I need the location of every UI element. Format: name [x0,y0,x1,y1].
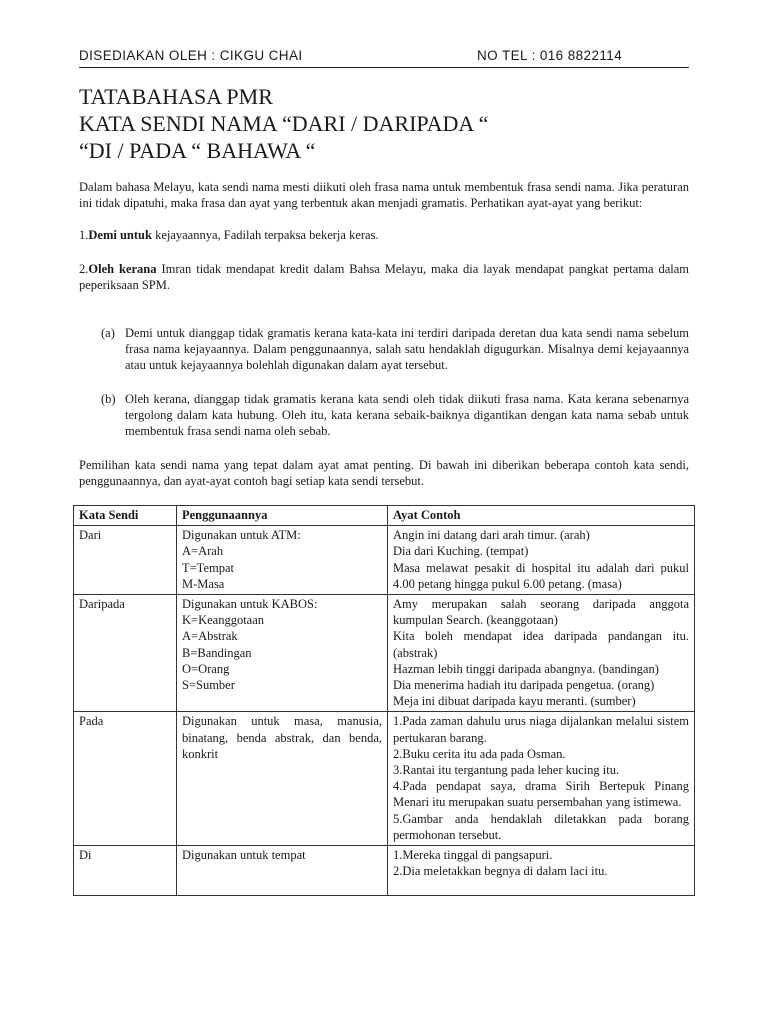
contoh-line: Meja ini dibuat daripada kayu meranti. (sumber) [393,694,636,709]
contoh-line: Kita boleh mendapat idea daripada pandangan itu. (abstrak) [393,629,689,660]
cell-kata: Daripada [74,595,177,712]
example-1 [79,227,689,243]
guna-line: S=Sumber [182,678,235,693]
intro-paragraph: Dalam bahasa Melayu, kata sendi nama mesti diikuti oleh frasa nama untuk membentuk frasa sendi nama. Jika peraturan ini tidak dipatuhi, maka frasa dan ayat yang terbentuk akan menjadi gramatis. Perhatikan ayat-ayat yang berikut: [79,180,689,210]
cell-guna [177,712,388,846]
header-penggunaannya: Penggunaannya [177,506,388,526]
cell-kata: Dari [74,526,177,595]
author-label: DISEDIAKAN OLEH : CIKGU CHAI [79,48,303,63]
guna-line: A=Arah [182,544,224,559]
contoh-line: 4.Pada pendapat saya, drama Sirih Bertepuk Pinang Menari itu merupakan suatu persembahan yang istimewa. [393,779,689,810]
header-kata-sendi: Kata Sendi [74,506,177,526]
cell-guna [177,846,388,896]
contoh-line: Hazman lebih tinggi daripada abangnya. (bandingan) [393,661,659,676]
contoh-line: Masa melawat pesakit di hospital itu adalah dari pukul 4.00 petang hingga pukul 6.00 petang. (masa) [393,560,689,591]
guna-line: M-Masa [182,576,225,591]
guna-line: A=Abstrak [182,629,238,644]
guna-line: O=Orang [182,661,230,676]
table-row-daripada [74,595,695,712]
example-2-rest: Imran tidak mendapat kredit dalam Bahsa Melayu, maka dia layak mendapat pangkat pertama dalam peperiksaan SPM. [79,262,689,292]
note-a-text: Demi untuk dianggap tidak gramatis kerana kata-kata ini terdiri daripada deretan dua kata sendi nama sebelum frasa nama kejayaannya. Dalam penggunaannya, salah satu hendaklah digugurkan. Misalnya demi kejayaannya atau untuk kejayaannya bolehlah digunakan dalam ayat tersebut. [125,326,689,372]
title-line-3: “DI / PADA “ BAHAWA “ [79,138,316,163]
table-row-dari [74,526,695,595]
guna-line: Digunakan untuk tempat [182,848,306,863]
table-row-di [74,846,695,896]
page-header [79,45,689,68]
guna-line: K=Keanggotaan [182,613,265,628]
example-1-number: 1. [79,228,89,242]
phone-label: NO TEL : 016 8822114 [477,48,623,63]
example-2-bold: Oleh kerana [88,262,157,276]
pemilihan-paragraph: Pemilihan kata sendi nama yang tepat dalam ayat amat penting. Di bawah ini diberikan beberapa contoh kata sendi, penggunaannya, dan ayat-ayat contoh bagi setiap kata sendi tersebut. [79,458,689,488]
document-title [79,83,488,164]
title-line-2: KATA SENDI NAMA “DARI / DARIPADA “ [79,111,489,136]
cell-kata: Di [74,846,177,896]
guna-line: Digunakan untuk masa, manusia, binatang, benda abstrak, dan benda, konkrit [182,714,382,761]
contoh-line: Amy merupakan salah seorang daripada anggota kumpulan Search. (keanggotaan) [393,597,689,628]
title-line-1: TATABAHASA PMR [79,84,273,109]
contoh-line: 1.Pada zaman dahulu urus niaga dijalankan melalui sistem pertukaran barang. [393,714,689,745]
header-ayat-contoh: Ayat Contoh [388,506,695,526]
table-row-pada [74,712,695,846]
table-header-row [74,506,695,526]
contoh-line: 1.Mereka tinggal di pangsapuri. [393,848,553,863]
guna-line: Digunakan untuk KABOS: [182,597,318,612]
contoh-line: 3.Rantai itu tergantung pada leher kucing itu. [393,763,620,778]
cell-kata: Pada [74,712,177,846]
cell-contoh [388,712,695,846]
contoh-line: 2.Buku cerita itu ada pada Osman. [393,746,566,761]
contoh-line: Dia dari Kuching. (tempat) [393,544,529,559]
contoh-line: 2.Dia meletakkan begnya di dalam laci itu. [393,864,608,879]
cell-guna [177,526,388,595]
example-2-number: 2. [79,262,89,276]
example-1-bold: Demi untuk [88,228,152,242]
note-b-marker: (b) [101,392,116,406]
contoh-line: 5.Gambar anda hendaklah diletakkan pada borang permohonan tersebut. [393,811,689,842]
cell-contoh [388,595,695,712]
note-a-marker: (a) [101,326,115,340]
kata-sendi-table [73,505,695,896]
cell-guna [177,595,388,712]
example-2 [79,261,689,293]
note-b-text: Oleh kerana, dianggap tidak gramatis kerana kata sendi oleh tidak diikuti frasa nama. Kata kerana sebenarnya tergolong dalam kata hubung. Oleh itu, kata kerana sebaik-baiknya digantikan dengan kata nama sebab untuk membentuk frasa sendi nama oleh sebab. [125,392,689,438]
cell-contoh [388,526,695,595]
guna-line: B=Bandingan [182,645,252,660]
cell-contoh [388,846,695,896]
contoh-line: Dia menerima hadiah itu daripada pengetua. (orang) [393,678,655,693]
example-1-rest: kejayaannya, Fadilah terpaksa bekerja keras. [151,228,379,242]
guna-line: T=Tempat [182,560,234,575]
guna-line: Digunakan untuk ATM: [182,528,301,543]
contoh-line: Angin ini datang dari arah timur. (arah) [393,528,590,543]
